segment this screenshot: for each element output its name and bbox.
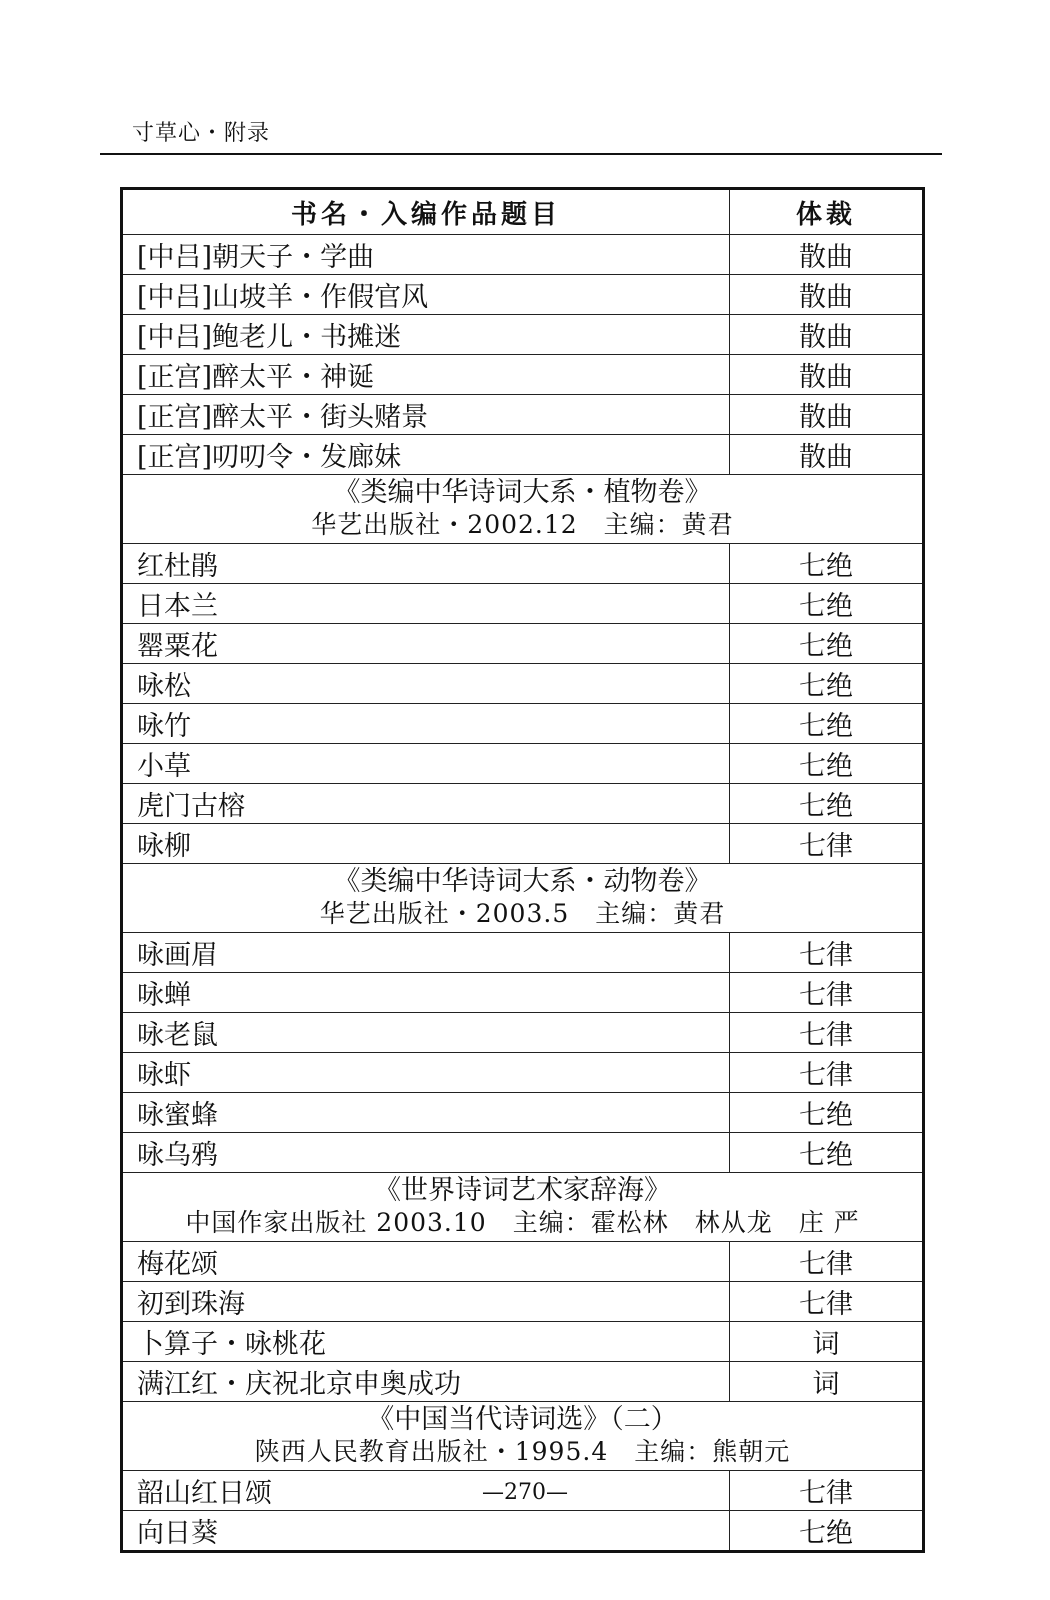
work-title: 咏竹 <box>122 704 730 744</box>
column-header-genre: 体裁 <box>730 189 924 235</box>
table-row <box>122 973 924 1013</box>
work-genre: 七绝 <box>730 1133 924 1173</box>
column-header-title: 书名・入编作品题目 <box>122 189 730 235</box>
work-genre: 七律 <box>730 1242 924 1282</box>
work-genre: 词 <box>730 1322 924 1362</box>
work-genre: 七律 <box>730 933 924 973</box>
table-row <box>122 824 924 864</box>
book-title: 《中国当代诗词选》（二） <box>367 1404 678 1435</box>
work-title: 满江红・庆祝北京申奥成功 <box>122 1362 730 1402</box>
work-title: 日本兰 <box>122 584 730 624</box>
table-row <box>122 1322 924 1362</box>
header-rule <box>100 153 942 155</box>
book-header-row <box>122 1402 924 1471</box>
book-header-row <box>122 1173 924 1242</box>
work-genre: 散曲 <box>730 395 924 435</box>
table-row <box>122 1242 924 1282</box>
book-header-row <box>122 864 924 933</box>
work-genre: 散曲 <box>730 235 924 275</box>
table-row <box>122 933 924 973</box>
book-header <box>122 1173 924 1242</box>
work-genre: 七绝 <box>730 744 924 784</box>
work-genre: 七律 <box>730 1282 924 1322</box>
work-title: 咏老鼠 <box>122 1013 730 1053</box>
work-genre: 七绝 <box>730 544 924 584</box>
work-title: 咏蜜蜂 <box>122 1093 730 1133</box>
work-title: [中吕]山坡羊・作假官风 <box>122 275 730 315</box>
book-publisher-info: 华艺出版社・2002.12 主编：黄君 <box>311 510 734 539</box>
work-genre: 七绝 <box>730 1093 924 1133</box>
work-genre: 七绝 <box>730 664 924 704</box>
table-row <box>122 1013 924 1053</box>
table-row <box>122 1511 924 1552</box>
work-title: 梅花颂 <box>122 1242 730 1282</box>
work-genre: 七律 <box>730 1013 924 1053</box>
work-genre: 散曲 <box>730 435 924 475</box>
work-title: 罂粟花 <box>122 624 730 664</box>
table-row <box>122 275 924 315</box>
work-title: [正宫]醉太平・街头赌景 <box>122 395 730 435</box>
work-title: 咏松 <box>122 664 730 704</box>
table-row <box>122 624 924 664</box>
book-title: 《类编中华诗词大系・植物卷》 <box>333 477 712 508</box>
work-title: 咏柳 <box>122 824 730 864</box>
table-row <box>122 315 924 355</box>
book-header <box>122 864 924 933</box>
work-title: 虎门古榕 <box>122 784 730 824</box>
work-genre: 七律 <box>730 824 924 864</box>
work-genre: 词 <box>730 1362 924 1402</box>
table-row <box>122 235 924 275</box>
table-row <box>122 704 924 744</box>
work-genre: 七绝 <box>730 704 924 744</box>
table-row <box>122 1362 924 1402</box>
work-title: [中吕]鲍老儿・书摊迷 <box>122 315 730 355</box>
table-row <box>122 435 924 475</box>
work-title: 向日葵 <box>122 1511 730 1552</box>
work-title: 咏虾 <box>122 1053 730 1093</box>
book-publisher-info: 华艺出版社・2003.5 主编：黄君 <box>319 899 726 928</box>
book-header <box>122 475 924 544</box>
table-row <box>122 395 924 435</box>
table-row <box>122 1133 924 1173</box>
work-title: [正宫]醉太平・神诞 <box>122 355 730 395</box>
work-title: 咏画眉 <box>122 933 730 973</box>
table-row <box>122 1282 924 1322</box>
table-row <box>122 584 924 624</box>
work-title: 咏乌鸦 <box>122 1133 730 1173</box>
work-title: 红杜鹃 <box>122 544 730 584</box>
book-publisher-info: 陕西人民教育出版社・1995.4 主编：熊朝元 <box>254 1437 791 1466</box>
work-genre: 七律 <box>730 973 924 1013</box>
book-title: 《类编中华诗词大系・动物卷》 <box>333 866 712 897</box>
book-title: 《世界诗词艺术家辞海》 <box>374 1175 671 1206</box>
work-title: [中吕]朝天子・学曲 <box>122 235 730 275</box>
table-row <box>122 664 924 704</box>
work-title: 初到珠海 <box>122 1282 730 1322</box>
table-row <box>122 784 924 824</box>
work-genre: 七绝 <box>730 584 924 624</box>
running-header: 寸草心・附录 <box>132 121 271 146</box>
table-row <box>122 744 924 784</box>
work-genre: 七律 <box>730 1053 924 1093</box>
table-row <box>122 1093 924 1133</box>
table-row <box>122 1053 924 1093</box>
work-genre: 七绝 <box>730 624 924 664</box>
anthology-table <box>120 187 925 1553</box>
book-header-row <box>122 475 924 544</box>
work-title: 卜算子・咏桃花 <box>122 1322 730 1362</box>
page-number: —270— <box>482 1480 568 1505</box>
work-title: 小草 <box>122 744 730 784</box>
work-genre: 散曲 <box>730 275 924 315</box>
book-publisher-info: 中国作家出版社 2003.10 主编：霍松林 林从龙 庄 严 <box>185 1208 860 1237</box>
work-genre: 散曲 <box>730 355 924 395</box>
work-title: 韶山红日颂 <box>122 1471 730 1511</box>
work-title: [正宫]叨叨令・发廊妹 <box>122 435 730 475</box>
table-row <box>122 544 924 584</box>
work-genre: 七律 <box>730 1471 924 1511</box>
book-header <box>122 1402 924 1471</box>
work-genre: 七绝 <box>730 1511 924 1552</box>
table-header-row <box>122 189 924 235</box>
work-title: 咏蝉 <box>122 973 730 1013</box>
work-genre: 散曲 <box>730 315 924 355</box>
work-genre: 七绝 <box>730 784 924 824</box>
table-row <box>122 355 924 395</box>
